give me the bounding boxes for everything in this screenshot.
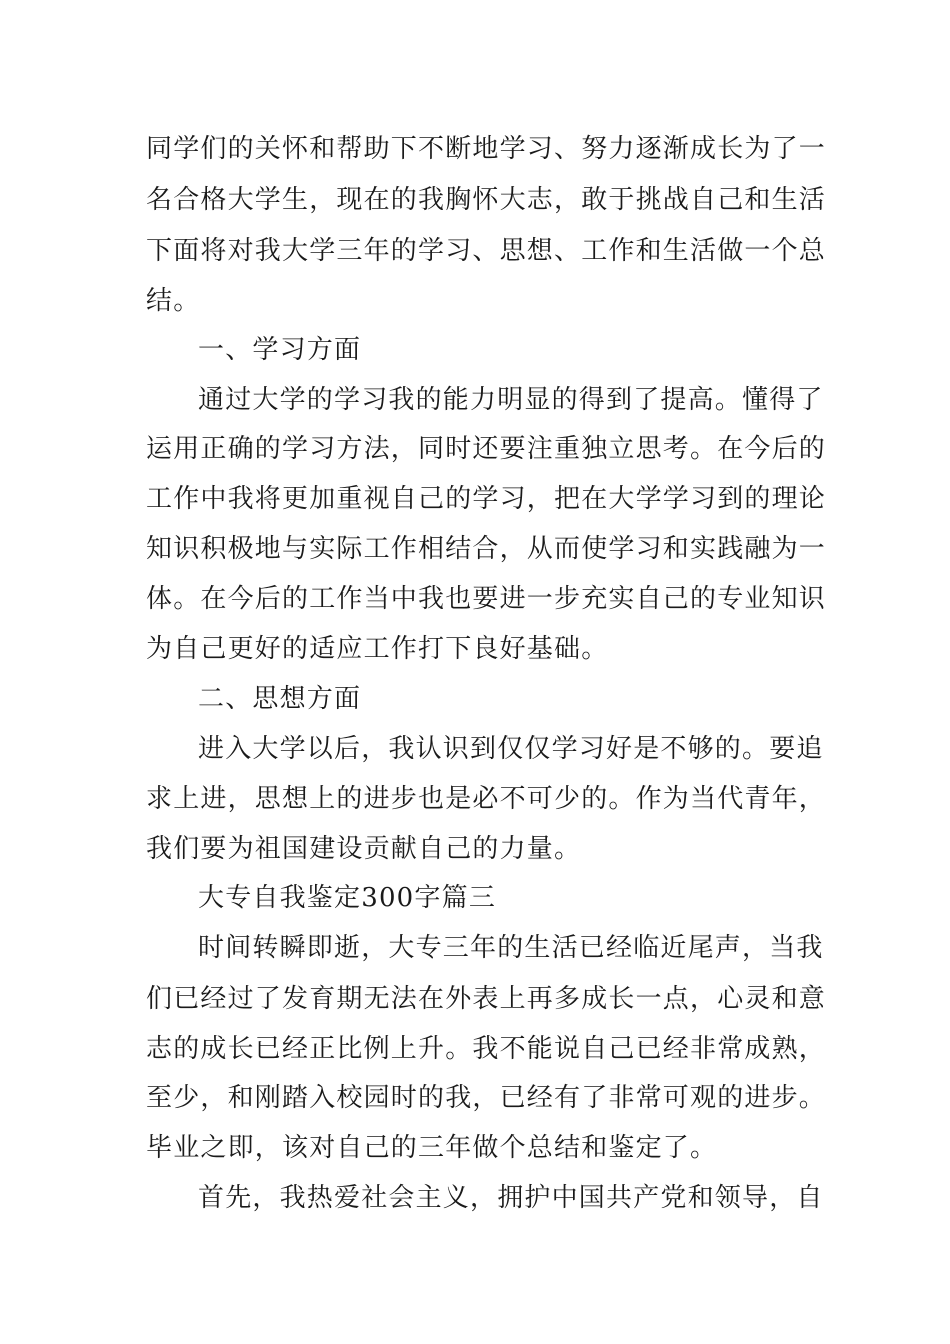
text-line: 们已经过了发育期无法在外表上再多成长一点，心灵和意 — [146, 984, 827, 1014]
text-line: 首先，我热爱社会主义，拥护中国共产党和领导，自 — [198, 1183, 824, 1213]
text-line: 工作中我将更加重视自己的学习，把在大学学习到的理论 — [146, 484, 827, 514]
text-line: 至少，和刚踏入校园时的我，已经有了非常可观的进步。 — [146, 1083, 827, 1113]
text-line: 求上进，思想上的进步也是必不可少的。作为当代青年， — [146, 784, 827, 814]
section-heading: 一、学习方面 — [198, 335, 362, 365]
text-line: 知识积极地与实际工作相结合，从而使学习和实践融为一 — [146, 534, 827, 564]
text-line: 通过大学的学习我的能力明显的得到了提高。懂得了 — [198, 385, 824, 415]
text-line: 同学们的关怀和帮助下不断地学习、努力逐渐成长为了一 — [146, 134, 827, 164]
text-line: 运用正确的学习方法，同时还要注重独立思考。在今后的 — [146, 434, 827, 464]
text-line: 毕业之即，该对自己的三年做个总结和鉴定了。 — [146, 1133, 718, 1163]
text-line: 志的成长已经正比例上升。我不能说自己已经非常成熟， — [146, 1034, 827, 1064]
text-line: 为自己更好的适应工作打下良好基础。 — [146, 634, 609, 664]
section-heading: 二、思想方面 — [198, 684, 362, 714]
text-line: 名合格大学生，现在的我胸怀大志，敢于挑战自己和生活 — [146, 185, 827, 215]
section-heading: 大专自我鉴定300字篇三 — [198, 883, 497, 913]
text-line: 体。在今后的工作当中我也要进一步充实自己的专业知识 — [146, 584, 827, 614]
text-line: 结。 — [146, 286, 201, 316]
text-line: 进入大学以后，我认识到仅仅学习好是不够的。要追 — [198, 734, 824, 764]
text-line: 时间转瞬即逝，大专三年的生活已经临近尾声，当我 — [198, 933, 824, 963]
text-line: 下面将对我大学三年的学习、思想、工作和生活做一个总 — [146, 236, 827, 266]
text-line: 我们要为祖国建设贡献自己的力量。 — [146, 834, 582, 864]
